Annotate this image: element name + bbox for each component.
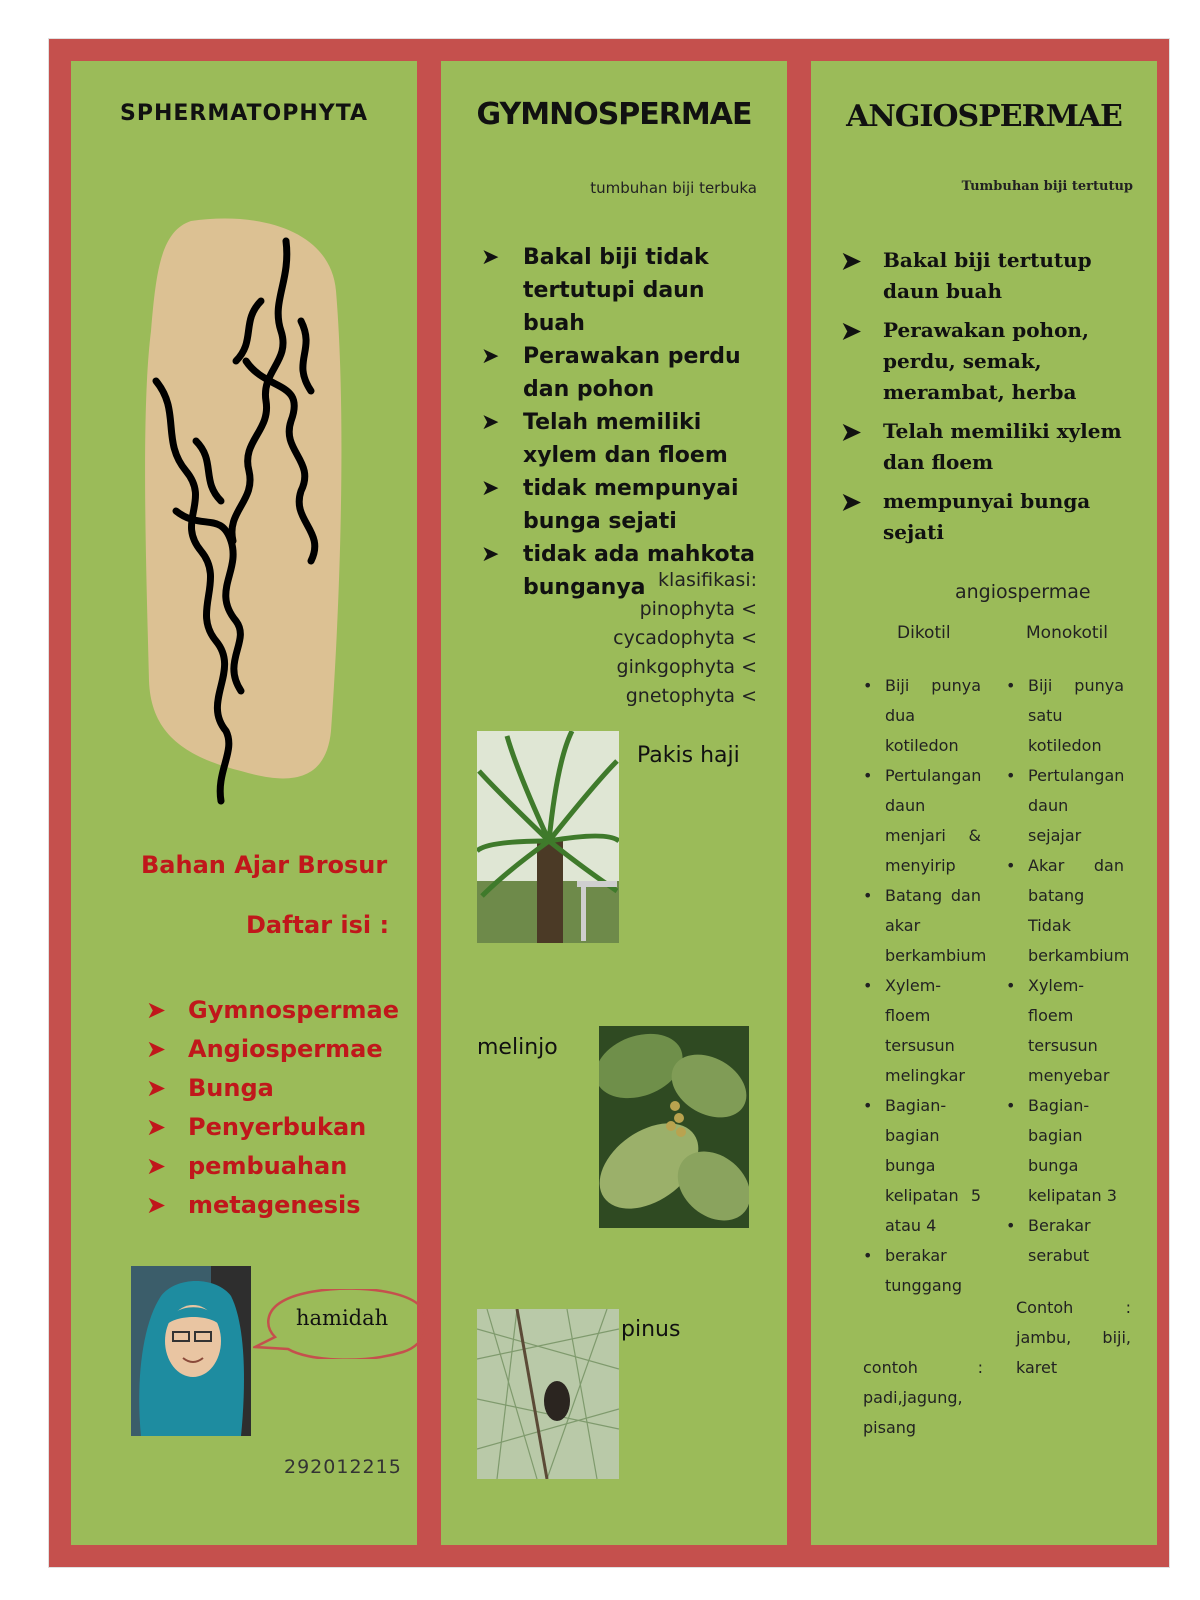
arrow-bullet-icon: ➤ <box>481 476 500 501</box>
angiospermae-points <box>841 245 1141 556</box>
melinjo-caption: melinjo <box>477 1035 558 1060</box>
arrow-bullet-icon: ➤ <box>841 417 862 446</box>
daftar-isi-heading: Daftar isi : <box>246 911 390 939</box>
list-item: ➤ tidak ada mahkota bunganya <box>481 538 771 604</box>
list-item: • Batang dan akar berkambium <box>863 881 981 971</box>
arrow-bullet-icon: ➤ <box>146 1113 167 1141</box>
angiospermae-label: angiospermae <box>955 581 1091 603</box>
arrow-bullet-icon: ➤ <box>481 410 500 435</box>
panel-cover <box>69 59 419 1547</box>
list-item: • Akar dan batang Tidak berkambium <box>1006 851 1124 971</box>
arrow-bullet-icon: ➤ <box>481 245 500 270</box>
list-item: ➤ mempunyai bunga sejati <box>841 487 1091 544</box>
arrow-bullet-icon: ➤ <box>841 246 862 275</box>
toc-item[interactable]: ➤ Penyerbukan <box>146 1108 406 1147</box>
arrow-bullet-icon: ➤ <box>146 996 167 1024</box>
list-item: • Bagian-bagian bunga kelipatan 3 <box>1006 1091 1124 1211</box>
list-item: • berakar tunggang <box>863 1241 981 1301</box>
list-item: • Bagian-bagian bunga kelipatan 5 atau 4 <box>863 1091 981 1241</box>
list-item: ➤ Bakal biji tertutup daun buah <box>841 246 1092 303</box>
arrow-bullet-icon: ➤ <box>841 316 862 345</box>
bahan-ajar-heading: Bahan Ajar Brosur <box>141 851 388 879</box>
toc-item[interactable]: ➤ Bunga <box>146 1069 406 1108</box>
author-photo <box>131 1266 251 1436</box>
pinus-caption: pinus <box>621 1317 681 1342</box>
dikotil-list <box>863 671 987 1301</box>
monokotil-label: Monokotil <box>1026 623 1108 643</box>
brochure-frame <box>48 38 1170 1568</box>
monokotil-contoh: Contoh : jambu, biji, karet <box>1016 1298 1131 1377</box>
gymnospermae-points <box>481 241 771 604</box>
author-name: hamidah <box>296 1306 389 1330</box>
student-id: 292012215 <box>284 1456 402 1478</box>
list-item: • Xylem-floem tersusun melingkar <box>863 971 981 1091</box>
angiospermae-subtitle: Tumbuhan biji tertutup <box>961 179 1133 194</box>
arrow-bullet-icon: ➤ <box>841 487 862 516</box>
toc-item[interactable]: ➤ pembuahan <box>146 1147 406 1186</box>
list-item: • Biji punya satu kotiledon <box>1006 671 1124 761</box>
pinus-photo <box>477 1309 619 1479</box>
klasifikasi-list: klasifikasi: pinophyta < cycadophyta < ginkgophyta < gnetophyta < <box>613 569 757 707</box>
leaf-ornament-icon <box>141 211 361 841</box>
arrow-bullet-icon: ➤ <box>146 1152 167 1180</box>
pakis-haji-caption: Pakis haji <box>637 743 740 768</box>
cover-title: SPHERMATOPHYTA <box>119 101 369 126</box>
gymnospermae-subtitle: tumbuhan biji terbuka <box>590 179 757 197</box>
list-item: ➤ Perawakan pohon, perdu, semak, merambat, herba <box>841 316 1089 404</box>
melinjo-photo <box>599 1026 749 1228</box>
pakis-haji-photo <box>477 731 619 943</box>
dikotil-contoh: contoh : padi,jagung, pisang <box>863 1358 983 1437</box>
list-item: ➤ Telah memiliki xylem dan floem <box>841 417 1122 474</box>
list-item: • Berakar serabut <box>1006 1211 1124 1271</box>
panel-angiospermae <box>809 59 1159 1547</box>
toc-item[interactable]: ➤ metagenesis <box>146 1186 406 1225</box>
list-item: • Biji punya dua kotiledon <box>863 671 981 761</box>
list-item: • Pertulangan daun menjari & menyirip <box>863 761 981 881</box>
toc-item[interactable]: ➤ Angiospermae <box>146 1030 406 1069</box>
dikotil-label: Dikotil <box>897 623 951 643</box>
panel-gymnospermae <box>439 59 789 1547</box>
list-item: • Pertulangan daun sejajar <box>1006 761 1124 851</box>
monokotil-list <box>1006 671 1130 1271</box>
arrow-bullet-icon: ➤ <box>146 1035 167 1063</box>
list-item: ➤ Perawakan perdu dan pohon <box>481 340 771 406</box>
toc-item[interactable]: ➤ Gymnospermae <box>146 991 406 1030</box>
arrow-bullet-icon: ➤ <box>146 1074 167 1102</box>
table-of-contents <box>146 991 406 1225</box>
list-item: ➤ Bakal biji tidak tertutupi daun buah <box>481 241 771 340</box>
angiospermae-title: ANGIOSPERMAE <box>846 99 1122 134</box>
arrow-bullet-icon: ➤ <box>481 542 500 567</box>
list-item: ➤ tidak mempunyai bunga sejati <box>481 472 771 538</box>
list-item: ➤ Telah memiliki xylem dan floem <box>481 406 771 472</box>
gymnospermae-title: GYMNOSPERMAE <box>476 97 752 132</box>
arrow-bullet-icon: ➤ <box>481 344 500 369</box>
arrow-bullet-icon: ➤ <box>146 1191 167 1219</box>
list-item: • Xylem-floem tersusun menyebar <box>1006 971 1124 1091</box>
